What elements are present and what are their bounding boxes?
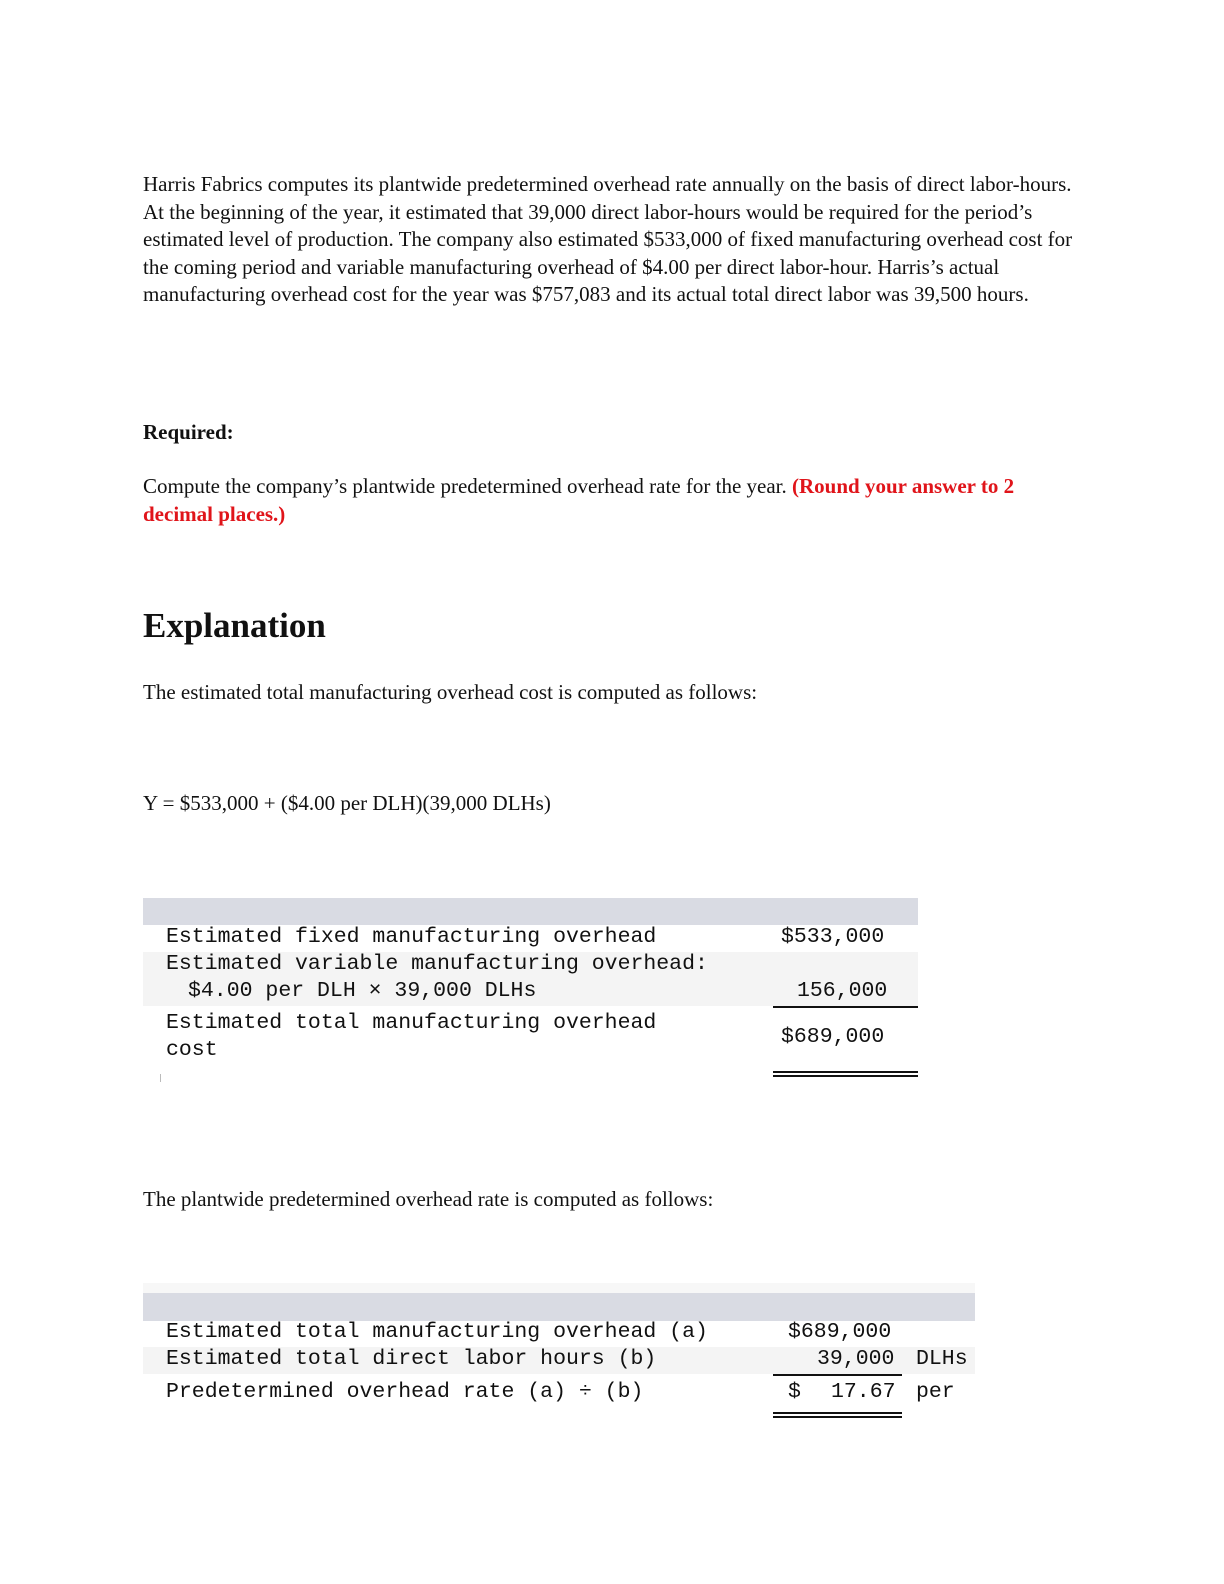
explanation-heading: Explanation — [143, 606, 326, 645]
subtotal-rule — [773, 1006, 918, 1008]
direct-labor-hours-unit: DLHs — [916, 1347, 968, 1371]
total-overhead-a-value: $689,000 — [788, 1320, 892, 1344]
total-overhead-label-cont: cost — [166, 1038, 218, 1062]
variable-overhead-calc: $4.00 per DLH × 39,000 DLHs — [188, 979, 537, 1003]
fixed-overhead-value: $533,000 — [781, 925, 885, 949]
double-rule-top — [773, 1071, 918, 1073]
predetermined-rate-unit: per — [916, 1380, 955, 1404]
variable-overhead-label: Estimated variable manufacturing overhead: — [166, 952, 708, 976]
double-rule-bottom — [773, 1416, 902, 1418]
explanation-intro: The estimated total manufacturing overhead cost is computed as follows: — [143, 680, 758, 704]
table-header-band — [143, 1293, 975, 1321]
table-top-shadow — [143, 1283, 975, 1293]
table-header-band — [143, 898, 918, 925]
cursor-mark — [160, 1074, 161, 1082]
predetermined-rate-currency: $ — [788, 1380, 801, 1404]
question-text — [143, 473, 1023, 528]
question-sentence: Compute the company’s plantwide predetermined overhead rate for the year. — [143, 474, 787, 498]
subtotal-rule — [773, 1374, 902, 1376]
variable-overhead-value: 156,000 — [797, 979, 888, 1003]
overhead-formula: Y = $533,000 + ($4.00 per DLH)(39,000 DLHs) — [143, 791, 551, 815]
double-rule-top — [773, 1412, 902, 1414]
direct-labor-hours-value: 39,000 — [817, 1347, 895, 1371]
problem-paragraph: Harris Fabrics computes its plantwide predetermined overhead rate annually on the basis of direct labor-hours. At the beginning of the year, it estimated that 39,000 direct labor-hours would be required for the period’s estimated level of production. The company also estimated $533,000 of fixed manufacturing overhead cost for the coming period and variable manufacturing overhead of $4.00 per direct labor-hour. Harris’s actual manufacturing overhead cost for the year was $757,083 and its actual total direct labor was 39,500 hours. — [143, 172, 1073, 306]
double-rule-bottom — [773, 1075, 918, 1077]
fixed-overhead-label: Estimated fixed manufacturing overhead — [166, 925, 657, 949]
rounding-instruction: (Round your answer to 2 decimal places.) — [143, 474, 1015, 526]
total-overhead-a-label: Estimated total manufacturing overhead (a) — [166, 1320, 708, 1344]
required-label: Required: — [143, 420, 234, 444]
total-overhead-label: Estimated total manufacturing overhead — [166, 1011, 657, 1035]
predetermined-rate-label: Predetermined overhead rate (a) ÷ (b) — [166, 1380, 644, 1404]
total-overhead-value: $689,000 — [781, 1025, 885, 1049]
predetermined-rate-value: 17.67 — [831, 1380, 896, 1404]
direct-labor-hours-label: Estimated total direct labor hours (b) — [166, 1347, 657, 1371]
rate-intro: The plantwide predetermined overhead rate is computed as follows: — [143, 1187, 714, 1211]
